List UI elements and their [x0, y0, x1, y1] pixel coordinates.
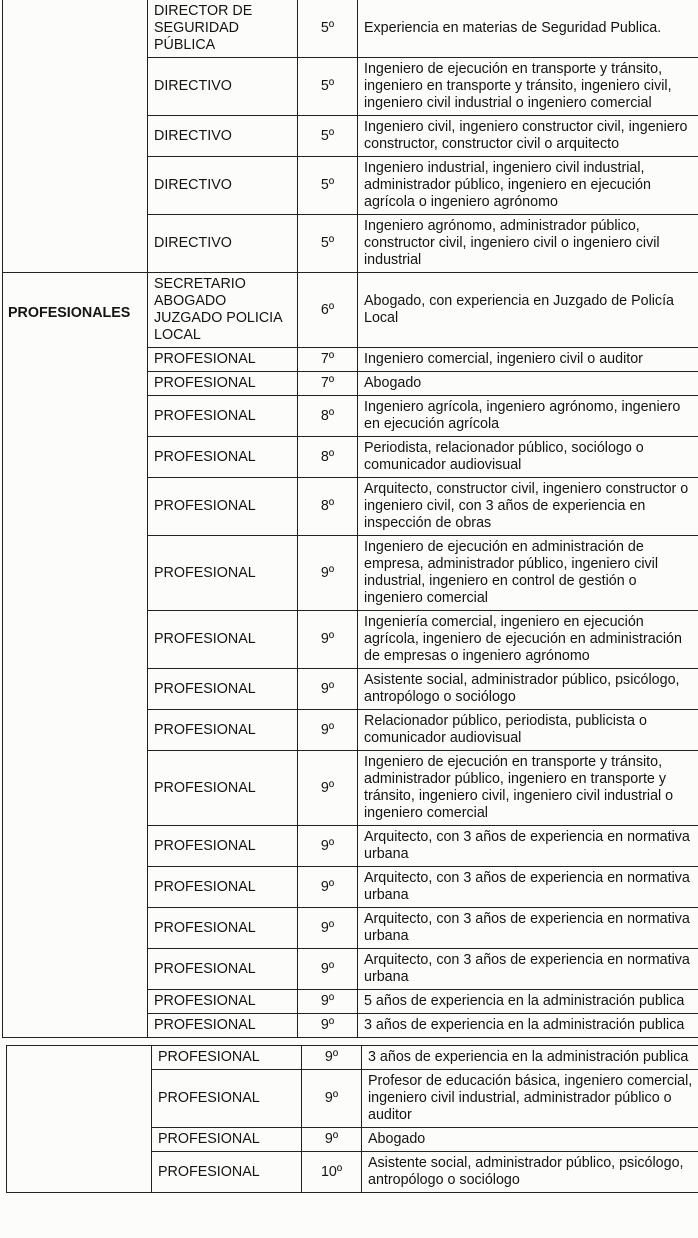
grade-cell: 5º: [298, 58, 358, 116]
grade-cell: 9º: [298, 751, 358, 826]
position-cell: PROFESIONAL: [148, 990, 298, 1014]
positions-table-segment-1: [2, 0, 698, 1038]
grade-cell: 9º: [302, 1128, 362, 1152]
requirements-cell: Experiencia en materias de Seguridad Publica.: [358, 0, 698, 58]
grade-cell: 7º: [298, 348, 358, 372]
position-cell: DIRECTIVO: [148, 116, 298, 157]
table-row: [7, 1046, 698, 1070]
position-cell: PROFESIONAL: [148, 478, 298, 536]
requirements-cell: Arquitecto, con 3 años de experiencia en normativa urbana: [358, 949, 698, 990]
grade-cell: 10º: [302, 1152, 362, 1193]
grade-cell: 9º: [298, 826, 358, 867]
position-cell: PROFESIONAL: [148, 949, 298, 990]
position-cell: PROFESIONAL: [148, 669, 298, 710]
grade-cell: 9º: [298, 710, 358, 751]
position-cell: PROFESIONAL: [152, 1128, 302, 1152]
position-cell: PROFESIONAL: [148, 867, 298, 908]
position-cell: PROFESIONAL: [152, 1152, 302, 1193]
grade-cell: 9º: [298, 867, 358, 908]
grade-cell: 8º: [298, 396, 358, 437]
requirements-cell: Ingeniero agrónomo, administrador público, constructor civil, ingeniero civil o ingeniero civil industrial: [358, 215, 698, 273]
position-cell: PROFESIONAL: [152, 1070, 302, 1128]
grade-cell: 9º: [298, 611, 358, 669]
position-cell: PROFESIONAL: [148, 611, 298, 669]
requirements-cell: Ingeniero civil, ingeniero constructor civil, ingeniero constructor, constructor civil o arquitecto: [358, 116, 698, 157]
grade-cell: 9º: [302, 1070, 362, 1128]
grade-cell: 9º: [298, 990, 358, 1014]
grade-cell: 6º: [298, 273, 358, 348]
position-cell: DIRECTIVO: [148, 58, 298, 116]
grade-cell: 9º: [298, 949, 358, 990]
position-cell: PROFESIONAL: [148, 1014, 298, 1038]
grade-cell: 9º: [298, 669, 358, 710]
group-cell-upper: [3, 0, 148, 273]
position-cell: PROFESIONAL: [152, 1046, 302, 1070]
position-cell: PROFESIONAL: [148, 437, 298, 478]
grade-cell: 9º: [298, 1014, 358, 1038]
requirements-cell: Abogado: [358, 372, 698, 396]
requirements-cell: Periodista, relacionador público, sociólogo o comunicador audiovisual: [358, 437, 698, 478]
grade-cell: 5º: [298, 215, 358, 273]
position-cell: DIRECTIVO: [148, 215, 298, 273]
requirements-cell: Asistente social, administrador público, psicólogo, antropólogo o sociólogo: [358, 669, 698, 710]
grade-cell: 5º: [298, 0, 358, 58]
table-row: [3, 0, 698, 58]
grade-cell: 9º: [298, 536, 358, 611]
table-row: [3, 273, 698, 348]
requirements-cell: Asistente social, administrador público, psicólogo, antropólogo o sociólogo: [362, 1152, 698, 1193]
position-cell: DIRECTIVO: [148, 157, 298, 215]
position-cell: PROFESIONAL: [148, 396, 298, 437]
position-cell: PROFESIONAL: [148, 908, 298, 949]
position-cell: PROFESIONAL: [148, 826, 298, 867]
grade-cell: 8º: [298, 437, 358, 478]
requirements-cell: Ingeniero industrial, ingeniero civil industrial, administrador público, ingeniero en ejecución agrícola o ingeniero agrónomo: [358, 157, 698, 215]
requirements-cell: 3 años de experiencia en la administración publica: [362, 1046, 698, 1070]
requirements-cell: Arquitecto, con 3 años de experiencia en normativa urbana: [358, 908, 698, 949]
grade-cell: 5º: [298, 157, 358, 215]
requirements-cell: Arquitecto, constructor civil, ingeniero constructor o ingeniero civil, con 3 años de experiencia en inspección de obras: [358, 478, 698, 536]
group-cell-profesionales: PROFESIONALES: [3, 273, 148, 1038]
requirements-cell: Abogado: [362, 1128, 698, 1152]
requirements-cell: Ingeniero de ejecución en transporte y tránsito, ingeniero en transporte y tránsito, ingeniero civil, ingeniero civil industrial o ingeniero comercial: [358, 58, 698, 116]
grade-cell: 7º: [298, 372, 358, 396]
group-cell-continuation: [7, 1046, 152, 1193]
grade-cell: 9º: [302, 1046, 362, 1070]
position-cell: PROFESIONAL: [148, 751, 298, 826]
requirements-cell: Ingeniero comercial, ingeniero civil o auditor: [358, 348, 698, 372]
requirements-cell: Abogado, con experiencia en Juzgado de Policía Local: [358, 273, 698, 348]
requirements-cell: Profesor de educación básica, ingeniero comercial, ingeniero civil industrial, administrador público o auditor: [362, 1070, 698, 1128]
grade-cell: 5º: [298, 116, 358, 157]
grade-cell: 9º: [298, 908, 358, 949]
positions-table-segment-2: [6, 1045, 698, 1193]
requirements-cell: 3 años de experiencia en la administración publica: [358, 1014, 698, 1038]
position-cell: DIRECTOR DE SEGURIDAD PÚBLICA: [148, 0, 298, 58]
requirements-cell: Ingeniero de ejecución en transporte y tránsito, administrador público, ingeniero en transporte y tránsito, ingeniero civil, ingeniero civil industrial o ingeniero comercial: [358, 751, 698, 826]
requirements-cell: Arquitecto, con 3 años de experiencia en normativa urbana: [358, 826, 698, 867]
requirements-cell: Ingeniero de ejecución en administración de empresa, administrador público, ingeniero civil industrial, ingeniero en control de gestión o ingeniero comercial: [358, 536, 698, 611]
position-cell: PROFESIONAL: [148, 348, 298, 372]
grade-cell: 8º: [298, 478, 358, 536]
position-cell: SECRETARIO ABOGADO JUZGADO POLICIA LOCAL: [148, 273, 298, 348]
position-cell: PROFESIONAL: [148, 536, 298, 611]
position-cell: PROFESIONAL: [148, 372, 298, 396]
requirements-cell: Relacionador público, periodista, publicista o comunicador audiovisual: [358, 710, 698, 751]
requirements-cell: Arquitecto, con 3 años de experiencia en normativa urbana: [358, 867, 698, 908]
requirements-cell: 5 años de experiencia en la administración publica: [358, 990, 698, 1014]
requirements-cell: Ingeniería comercial, ingeniero en ejecución agrícola, ingeniero de ejecución en administración de empresas o ingeniero agrónomo: [358, 611, 698, 669]
position-cell: PROFESIONAL: [148, 710, 298, 751]
requirements-cell: Ingeniero agrícola, ingeniero agrónomo, ingeniero en ejecución agrícola: [358, 396, 698, 437]
